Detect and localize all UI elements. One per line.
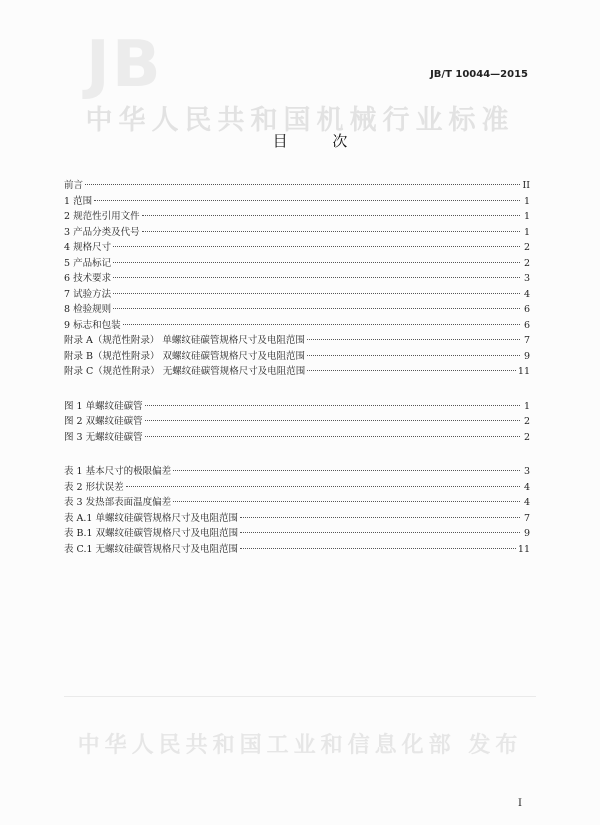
- toc-dot-leader: [145, 405, 520, 406]
- toc-entry[interactable]: [64, 318, 530, 334]
- toc-entry[interactable]: [64, 480, 530, 496]
- toc-entry[interactable]: [64, 256, 530, 272]
- toc-entry-page: 4: [523, 288, 530, 300]
- toc-group-gap: [64, 380, 530, 399]
- toc-dot-leader: [123, 324, 520, 325]
- toc-entry-label: 表 2 形状误差: [64, 481, 124, 493]
- toc-dot-leader: [307, 355, 520, 356]
- toc-entry-page: 2: [523, 431, 530, 443]
- toc-dot-leader: [307, 339, 520, 340]
- toc-dot-leader: [173, 501, 520, 502]
- toc-entry-page: 9: [523, 528, 530, 539]
- toc-entry[interactable]: [64, 526, 530, 542]
- toc-entry[interactable]: [64, 209, 530, 225]
- toc-entry[interactable]: [64, 430, 530, 446]
- toc-entry-page: II: [522, 180, 530, 191]
- toc-entry[interactable]: [64, 225, 530, 241]
- toc-dot-leader: [145, 420, 520, 421]
- toc-entry[interactable]: [64, 333, 530, 349]
- toc-entry[interactable]: [64, 414, 530, 430]
- toc-entry-label: 表 1 基本尺寸的极限偏差: [64, 466, 172, 477]
- toc-dot-leader: [94, 200, 520, 201]
- toc-entry[interactable]: [64, 194, 530, 210]
- toc-entry-page: 6: [523, 319, 530, 331]
- toc-dot-leader: [113, 246, 520, 247]
- toc-entry[interactable]: [64, 302, 530, 318]
- toc-entry-page: 2: [523, 257, 530, 269]
- toc-entry-label: 图 3 无螺纹硅碳管: [64, 431, 143, 443]
- page-number: I: [518, 798, 522, 809]
- toc-entry-page: 1: [523, 226, 530, 238]
- toc-entry-label: 8 检验规则: [64, 304, 112, 315]
- toc-entry-page: 11: [517, 366, 530, 377]
- toc-entry[interactable]: [64, 542, 530, 558]
- toc-entry-label: 附录 C（规范性附录） 无螺纹硅碳管规格尺寸及电阻范围: [64, 366, 306, 377]
- toc-entry-label: 1 范围: [64, 195, 93, 207]
- toc-dot-leader: [142, 231, 520, 232]
- show-through-banner-bottom: 中华人民共和国工业和信息化部 发布: [77, 733, 523, 758]
- toc-entry[interactable]: [64, 364, 530, 380]
- toc-entry-label: 5 产品标记: [64, 257, 112, 269]
- toc-entry[interactable]: [64, 495, 530, 511]
- toc-entry-page: 4: [523, 497, 530, 508]
- toc-entry[interactable]: [64, 287, 530, 303]
- toc-entry-page: 7: [523, 335, 530, 346]
- toc-title: 目 次: [272, 132, 368, 150]
- toc-dot-leader: [240, 548, 516, 549]
- toc-dot-leader: [85, 184, 520, 185]
- table-of-contents: [64, 178, 530, 557]
- toc-entry[interactable]: [64, 349, 530, 365]
- toc-dot-leader: [173, 470, 520, 471]
- toc-entry-label: 图 1 单螺纹硅碳管: [64, 400, 143, 412]
- show-through-rule: [64, 696, 536, 697]
- toc-dot-leader: [113, 277, 520, 278]
- toc-dot-leader: [307, 370, 516, 371]
- toc-entry-label: 2 规范性引用文件: [64, 211, 140, 222]
- toc-entry-page: 11: [517, 543, 530, 555]
- toc-entry-page: 9: [523, 350, 530, 362]
- toc-entry-page: 7: [523, 512, 530, 524]
- toc-entry-label: 前言: [64, 180, 84, 191]
- toc-entry-label: 7 试验方法: [64, 288, 112, 300]
- toc-entry[interactable]: [64, 399, 530, 415]
- toc-dot-leader: [113, 262, 520, 263]
- standard-code: JB/T 10044—2015: [430, 69, 528, 80]
- toc-entry[interactable]: [64, 240, 530, 256]
- toc-entry[interactable]: [64, 464, 530, 480]
- toc-entry-label: 6 技术要求: [64, 273, 112, 284]
- toc-entry-label: 3 产品分类及代号: [64, 226, 140, 238]
- toc-dot-leader: [145, 436, 520, 437]
- toc-entry-page: 4: [523, 481, 530, 493]
- toc-entry-label: 附录 A（规范性附录） 单螺纹硅碳管规格尺寸及电阻范围: [64, 335, 305, 346]
- toc-entry-page: 1: [523, 211, 530, 222]
- toc-dot-leader: [113, 308, 520, 309]
- toc-entry-page: 6: [523, 304, 530, 315]
- toc-entry-page: 2: [523, 242, 530, 253]
- toc-entry-label: 表 C.1 无螺纹硅碳管规格尺寸及电阻范围: [64, 543, 239, 555]
- toc-dot-leader: [126, 486, 520, 487]
- toc-dot-leader: [113, 293, 520, 294]
- toc-dot-leader: [240, 532, 520, 533]
- toc-entry-page: 3: [523, 273, 530, 284]
- toc-entry-page: 2: [523, 416, 530, 427]
- show-through-banner-top: 中华人民共和国机械行业标准: [85, 105, 515, 136]
- toc-entry-page: 1: [523, 195, 530, 207]
- toc-entry-label: 附录 B（规范性附录） 双螺纹硅碳管规格尺寸及电阻范围: [64, 350, 306, 362]
- toc-entry[interactable]: [64, 178, 530, 194]
- watermark-logo: JB: [86, 28, 163, 102]
- toc-entry-label: 9 标志和包装: [64, 319, 121, 331]
- toc-entry-page: 1: [523, 400, 530, 412]
- toc-entry-label: 表 3 发热部表面温度偏差: [64, 497, 172, 508]
- toc-entry-label: 图 2 双螺纹硅碳管: [64, 416, 143, 427]
- toc-dot-leader: [142, 215, 520, 216]
- toc-entry-label: 表 B.1 双螺纹硅碳管规格尺寸及电阻范围: [64, 528, 239, 539]
- toc-entry[interactable]: [64, 511, 530, 527]
- toc-entry-label: 表 A.1 单螺纹硅碳管规格尺寸及电阻范围: [64, 512, 238, 524]
- toc-dot-leader: [240, 517, 520, 518]
- toc-entry-page: 3: [523, 466, 530, 477]
- toc-entry[interactable]: [64, 271, 530, 287]
- toc-group-gap: [64, 445, 530, 464]
- toc-entry-label: 4 规格尺寸: [64, 242, 112, 253]
